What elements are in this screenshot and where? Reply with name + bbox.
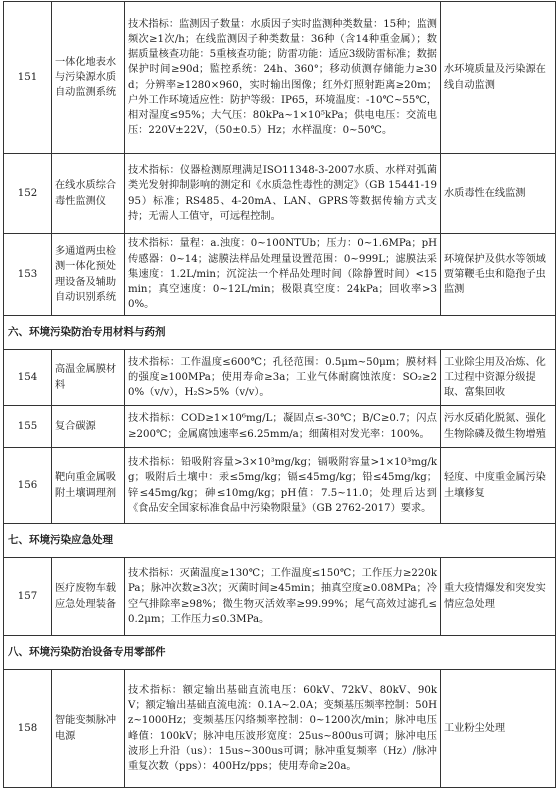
section-heading: 六、环境污染防治专用材料与药剂: [4, 316, 556, 350]
item-name: 医疗废物车载应急处理装备: [52, 558, 125, 636]
item-application: 轻度、中度重金属污染土壤修复: [441, 448, 556, 524]
item-spec: 技术指标：仪器检测原理满足ISO11348-3-2007水质、水样对弧菌类光发射抑制影响的测定和《水质急性毒性的测定》（GB 15441-1995）标准；RS485、4-20mA、LAN、GPRS等数据传输方式支持；无需人工值守，可远程控制。: [125, 154, 441, 234]
section-heading-row: [4, 316, 556, 350]
item-application: 环境保护及供水等领域贾第鞭毛虫和隐孢子虫监测: [441, 234, 556, 316]
item-application: 工业除尘用及冶炼、化工过程中资源分级提取、富集回收: [441, 350, 556, 406]
item-name: 高温金属膜材料: [52, 350, 125, 406]
item-name: 智能变频脉冲电源: [52, 670, 125, 788]
item-number: 151: [4, 2, 52, 154]
item-number: 154: [4, 350, 52, 406]
item-spec: 技术指标：监测因子数量：水质因子实时监测种类数量：15种；监测频次≥1次/h；在线监测因子种类数量：36种（含14种重金属）；数据质量核查功能：5重核查功能；防雷功能：适应3级防雷标准；数据保护时间≥90d；監控系统：24h、360°；移动侦测存储能力≥30d；分辨率≥1280×960，实时输出图像；红外灯照射距离≥20m；户外工作环境适应性：防护等级：IP65，环境温度：-10℃~55℃，相对湿度≤95%；大气压：80kPa~1×10⁵kPa；供电电压：交流电压：220V±22V，（50±0.5）Hz；水样温度：0~50℃。: [125, 2, 441, 154]
item-application: 重大疫情爆发和突发实情应急处理: [441, 558, 556, 636]
table-row: [4, 350, 556, 406]
table-row: [4, 2, 556, 154]
item-number: 152: [4, 154, 52, 234]
item-spec: 技术指标：工作温度≤600℃；孔径范围：0.5μm~50μm；膜材料的强度≥100MPa；使用寿命≥3a；工业气体耐腐蚀浓度：SO₂≥20%（v/v），H₂S>5%（v/v）。: [125, 350, 441, 406]
item-spec: 技术指标：铅吸附容量>3×10³mg/kg；镉吸附容量>1×10³mg/kg；吸附后土壤中：汞≤5mg/kg；镉≤45mg/kg；铅≤45mg/kg；锌≤45mg/kg；砷≤10mg/kg；pH值：7.5~11.0；处理后达到《食品安全国家标准食品中污染物限量》（GB 2762-2017）要求。: [125, 448, 441, 524]
equipment-catalog-table: [3, 1, 556, 788]
item-spec: 技术指标：COD≥1×10⁶mg/L；凝固点≤-30℃；B/C≥0.7；闪点≥200℃；金属腐蚀速率≤6.25mm/a；细菌相对发光率：100%。: [125, 406, 441, 448]
item-number: 156: [4, 448, 52, 524]
item-spec: 技术指标：量程：a.浊度：0~100NTUb；压力：0~1.6MPa；pH传感器：0~14；滤膜法样品处理量设置范围：0~999L；滤膜法采集速度：1.2L/min；沉淀法一个样品处理时间（除静置时间）<15min；真空速度：0~12L/min；极限真空度：24kPa；回收率>30%。: [125, 234, 441, 316]
table-row: [4, 558, 556, 636]
item-name: 在线水质综合毒性监测仪: [52, 154, 125, 234]
item-name: 复合碳源: [52, 406, 125, 448]
section-heading-row: [4, 636, 556, 670]
table-row: [4, 670, 556, 788]
item-application: 水环境质量及污染源在线自动监测: [441, 2, 556, 154]
item-number: 158: [4, 670, 52, 788]
section-heading: 八、环境污染防治设备专用零部件: [4, 636, 556, 670]
table-row: [4, 234, 556, 316]
item-name: 多通道两虫检测一体化预处理设备及辅助自动识别系统: [52, 234, 125, 316]
item-application: 污水反硝化脱氮、强化生物除磷及微生物增殖: [441, 406, 556, 448]
item-number: 153: [4, 234, 52, 316]
item-name: 一体化地表水与污染源水质自动监测系统: [52, 2, 125, 154]
item-application: 水质毒性在线监测: [441, 154, 556, 234]
item-spec: 技术指标：灭菌温度≥130℃；工作温度≤150℃；工作压力≥220kPa；脉冲次数≥3次；灭菌时间≥45min；抽真空度≥0.08MPa；冷空气排除率≥98%；微生物灭活效率≥99.99%；尾气高效过滤孔≤0.2μm；工作压力≤0.3MPa。: [125, 558, 441, 636]
item-application: 工业粉尘处理: [441, 670, 556, 788]
item-name: 靶向重金属吸附土壤调理剂: [52, 448, 125, 524]
item-number: 155: [4, 406, 52, 448]
section-heading: 七、环境污染应急处理: [4, 524, 556, 558]
section-heading-row: [4, 524, 556, 558]
table-row: [4, 154, 556, 234]
table-row: [4, 448, 556, 524]
item-spec: 技术指标：额定输出基础直流电压：60kV、72kV、80kV、90kV；额定输出基础直流电流：0.1A~2.0A；变频基压频率控制：50Hz~1000Hz；变频基压闪络频率控制：0~1200次/min；脉冲电压峰值：100kV；脉冲电压波形宽度：25us~800us可调；脉冲电压波形上升沿（us）：15us~300us可调；脉冲重复频率（Hz）/脉冲重复次数（pps）：400Hz/pps；使用寿命≥20a。: [125, 670, 441, 788]
item-number: 157: [4, 558, 52, 636]
table-row: [4, 406, 556, 448]
